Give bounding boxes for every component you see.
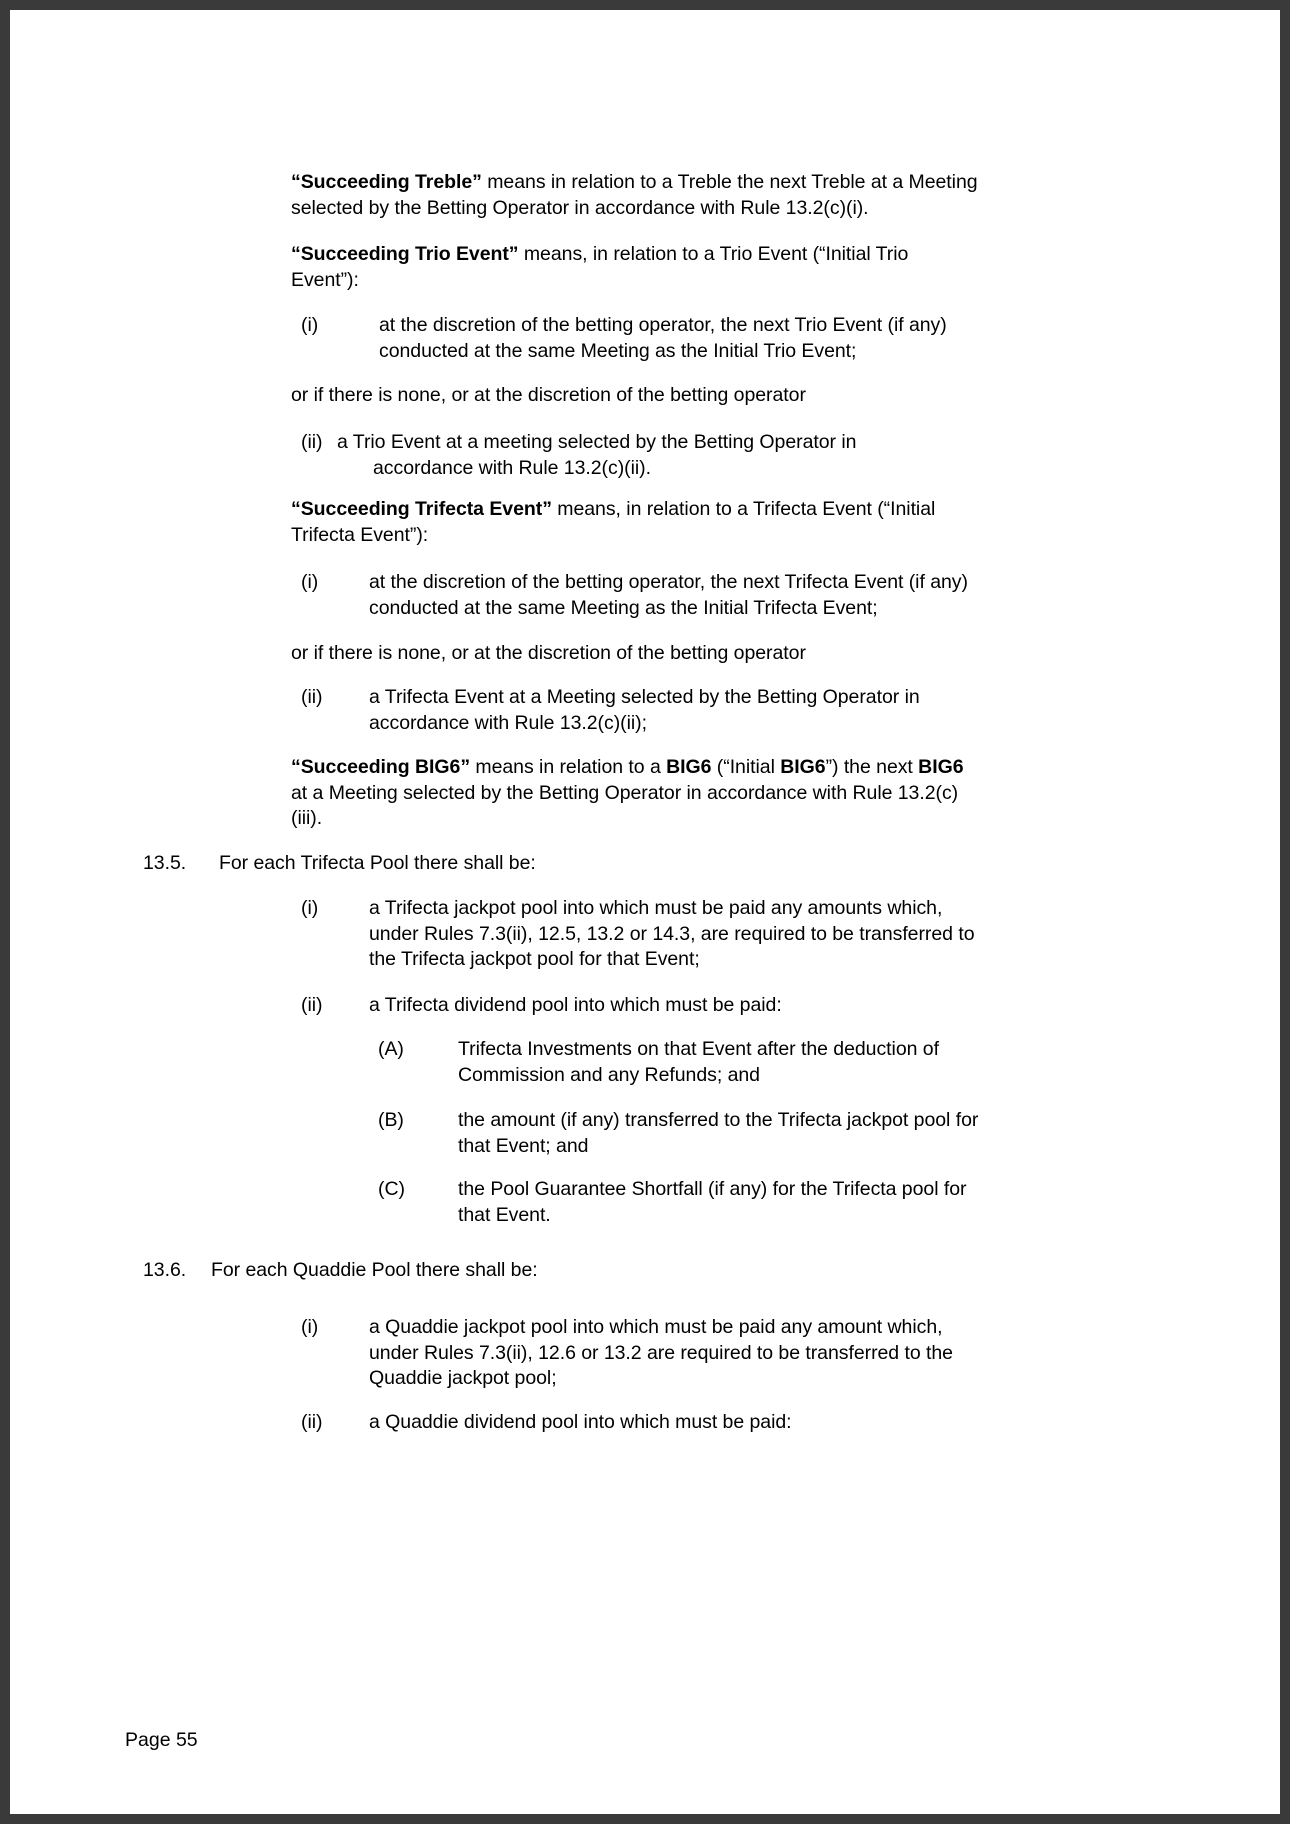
- list-item: [301, 430, 916, 481]
- sub-list-marker: (A): [378, 1038, 404, 1060]
- sub-list-marker: (C): [378, 1178, 405, 1200]
- definition-succeeding-trio-event: [291, 242, 981, 293]
- list-item-text: a Trio Event at a meeting selected by the Betting Operator in accordance with Rule 13.2(c)(ii).: [337, 431, 857, 479]
- rule-number: 13.5.: [143, 852, 187, 874]
- list-item: [301, 896, 986, 973]
- definition-term: “Succeeding BIG6”: [291, 756, 471, 778]
- sub-list-item: [378, 1108, 993, 1159]
- list-marker: (ii): [301, 994, 323, 1016]
- list-item: [301, 313, 1001, 364]
- rule-number: 13.6.: [143, 1259, 187, 1281]
- list-item: [301, 1315, 986, 1392]
- connector-text-trifecta: [291, 641, 991, 667]
- definition-text: means in relation to a Treble the next Treble at a Meeting selected by the Betting Operator in accordance with Rule 13.2(c)(i).: [291, 171, 978, 219]
- list-item: [301, 570, 981, 621]
- sub-list-item-text: the Pool Guarantee Shortfall (if any) for the Trifecta pool for that Event.: [458, 1178, 967, 1226]
- definition-text: means, in relation to a Trio Event (“Initial Trio Event”):: [291, 243, 909, 291]
- definition-term: “Succeeding Trifecta Event”: [291, 498, 552, 520]
- rule-title: For each Trifecta Pool there shall be:: [219, 852, 536, 874]
- connector-text-trio: [291, 383, 991, 409]
- definition-succeeding-trifecta-event: [291, 497, 981, 548]
- definition-text-2: (“Initial: [711, 756, 781, 778]
- definition-term: “Succeeding Treble”: [291, 171, 482, 193]
- definition-succeeding-treble: [291, 170, 981, 221]
- definition-bold-2: BIG6: [780, 756, 826, 778]
- connector-label: or if there is none, or at the discretion of the betting operator: [291, 384, 806, 406]
- definition-succeeding-big6: [291, 755, 981, 832]
- list-item-text: a Quaddie dividend pool into which must be paid:: [369, 1411, 792, 1433]
- list-item-text: a Trifecta Event at a Meeting selected by the Betting Operator in accordance with Rule 13.2(c)(ii);: [369, 686, 920, 734]
- sub-list-item: [378, 1037, 988, 1088]
- rule-title: For each Quaddie Pool there shall be:: [211, 1259, 538, 1281]
- sub-list-item: [378, 1177, 1003, 1228]
- list-marker: (i): [301, 571, 319, 593]
- document-body: [10, 10, 1280, 1814]
- sub-list-item-text: the amount (if any) transferred to the Trifecta jackpot pool for that Event; and: [458, 1109, 979, 1157]
- definition-text-3: ”) the next: [825, 756, 919, 778]
- definition-bold-1: BIG6: [666, 756, 712, 778]
- list-item-text: a Quaddie jackpot pool into which must be paid any amount which, under Rules 7.3(ii), 12.6 or 13.2 are required to be transferred to the Quaddie jackpot pool;: [369, 1316, 953, 1390]
- rule-heading-13-6: [143, 1258, 943, 1284]
- list-marker: (ii): [301, 431, 323, 453]
- page-footer: [125, 1728, 198, 1752]
- list-item-text: a Trifecta jackpot pool into which must be paid any amounts which, under Rules 7.3(ii), 12.5, 13.2 or 14.3, are required to be transferred to the Trifecta jackpot pool for that Event;: [369, 897, 975, 971]
- rule-heading-13-5: [143, 851, 943, 877]
- list-item-text: a Trifecta dividend pool into which must be paid:: [369, 994, 782, 1016]
- sub-list-marker: (B): [378, 1109, 404, 1131]
- list-marker: (ii): [301, 686, 323, 708]
- sub-list-item-text: Trifecta Investments on that Event after the deduction of Commission and any Refunds; and: [458, 1038, 939, 1086]
- list-marker: (ii): [301, 1411, 323, 1433]
- list-item-text: at the discretion of the betting operator, the next Trio Event (if any) conducted at the same Meeting as the Initial Trio Event;: [379, 314, 947, 362]
- list-item: [301, 685, 961, 736]
- page-number-label: Page 55: [125, 1729, 198, 1751]
- list-marker: (i): [301, 1316, 319, 1338]
- list-marker: (i): [301, 314, 319, 336]
- page-sheet: [10, 10, 1280, 1814]
- definition-text: means, in relation to a Trifecta Event (“Initial Trifecta Event”):: [291, 498, 936, 546]
- definition-term: “Succeeding Trio Event”: [291, 243, 519, 265]
- list-item: [301, 993, 986, 1019]
- definition-bold-3: BIG6: [918, 756, 964, 778]
- definition-text-1: means in relation to a: [470, 756, 667, 778]
- list-item: [301, 1410, 986, 1436]
- connector-label: or if there is none, or at the discretion of the betting operator: [291, 642, 806, 664]
- list-item-text: at the discretion of the betting operator, the next Trifecta Event (if any) conducted at the same Meeting as the Initial Trifecta Event;: [369, 571, 968, 619]
- list-marker: (i): [301, 897, 319, 919]
- definition-text-4: at a Meeting selected by the Betting Operator in accordance with Rule 13.2(c)(iii).: [291, 781, 959, 830]
